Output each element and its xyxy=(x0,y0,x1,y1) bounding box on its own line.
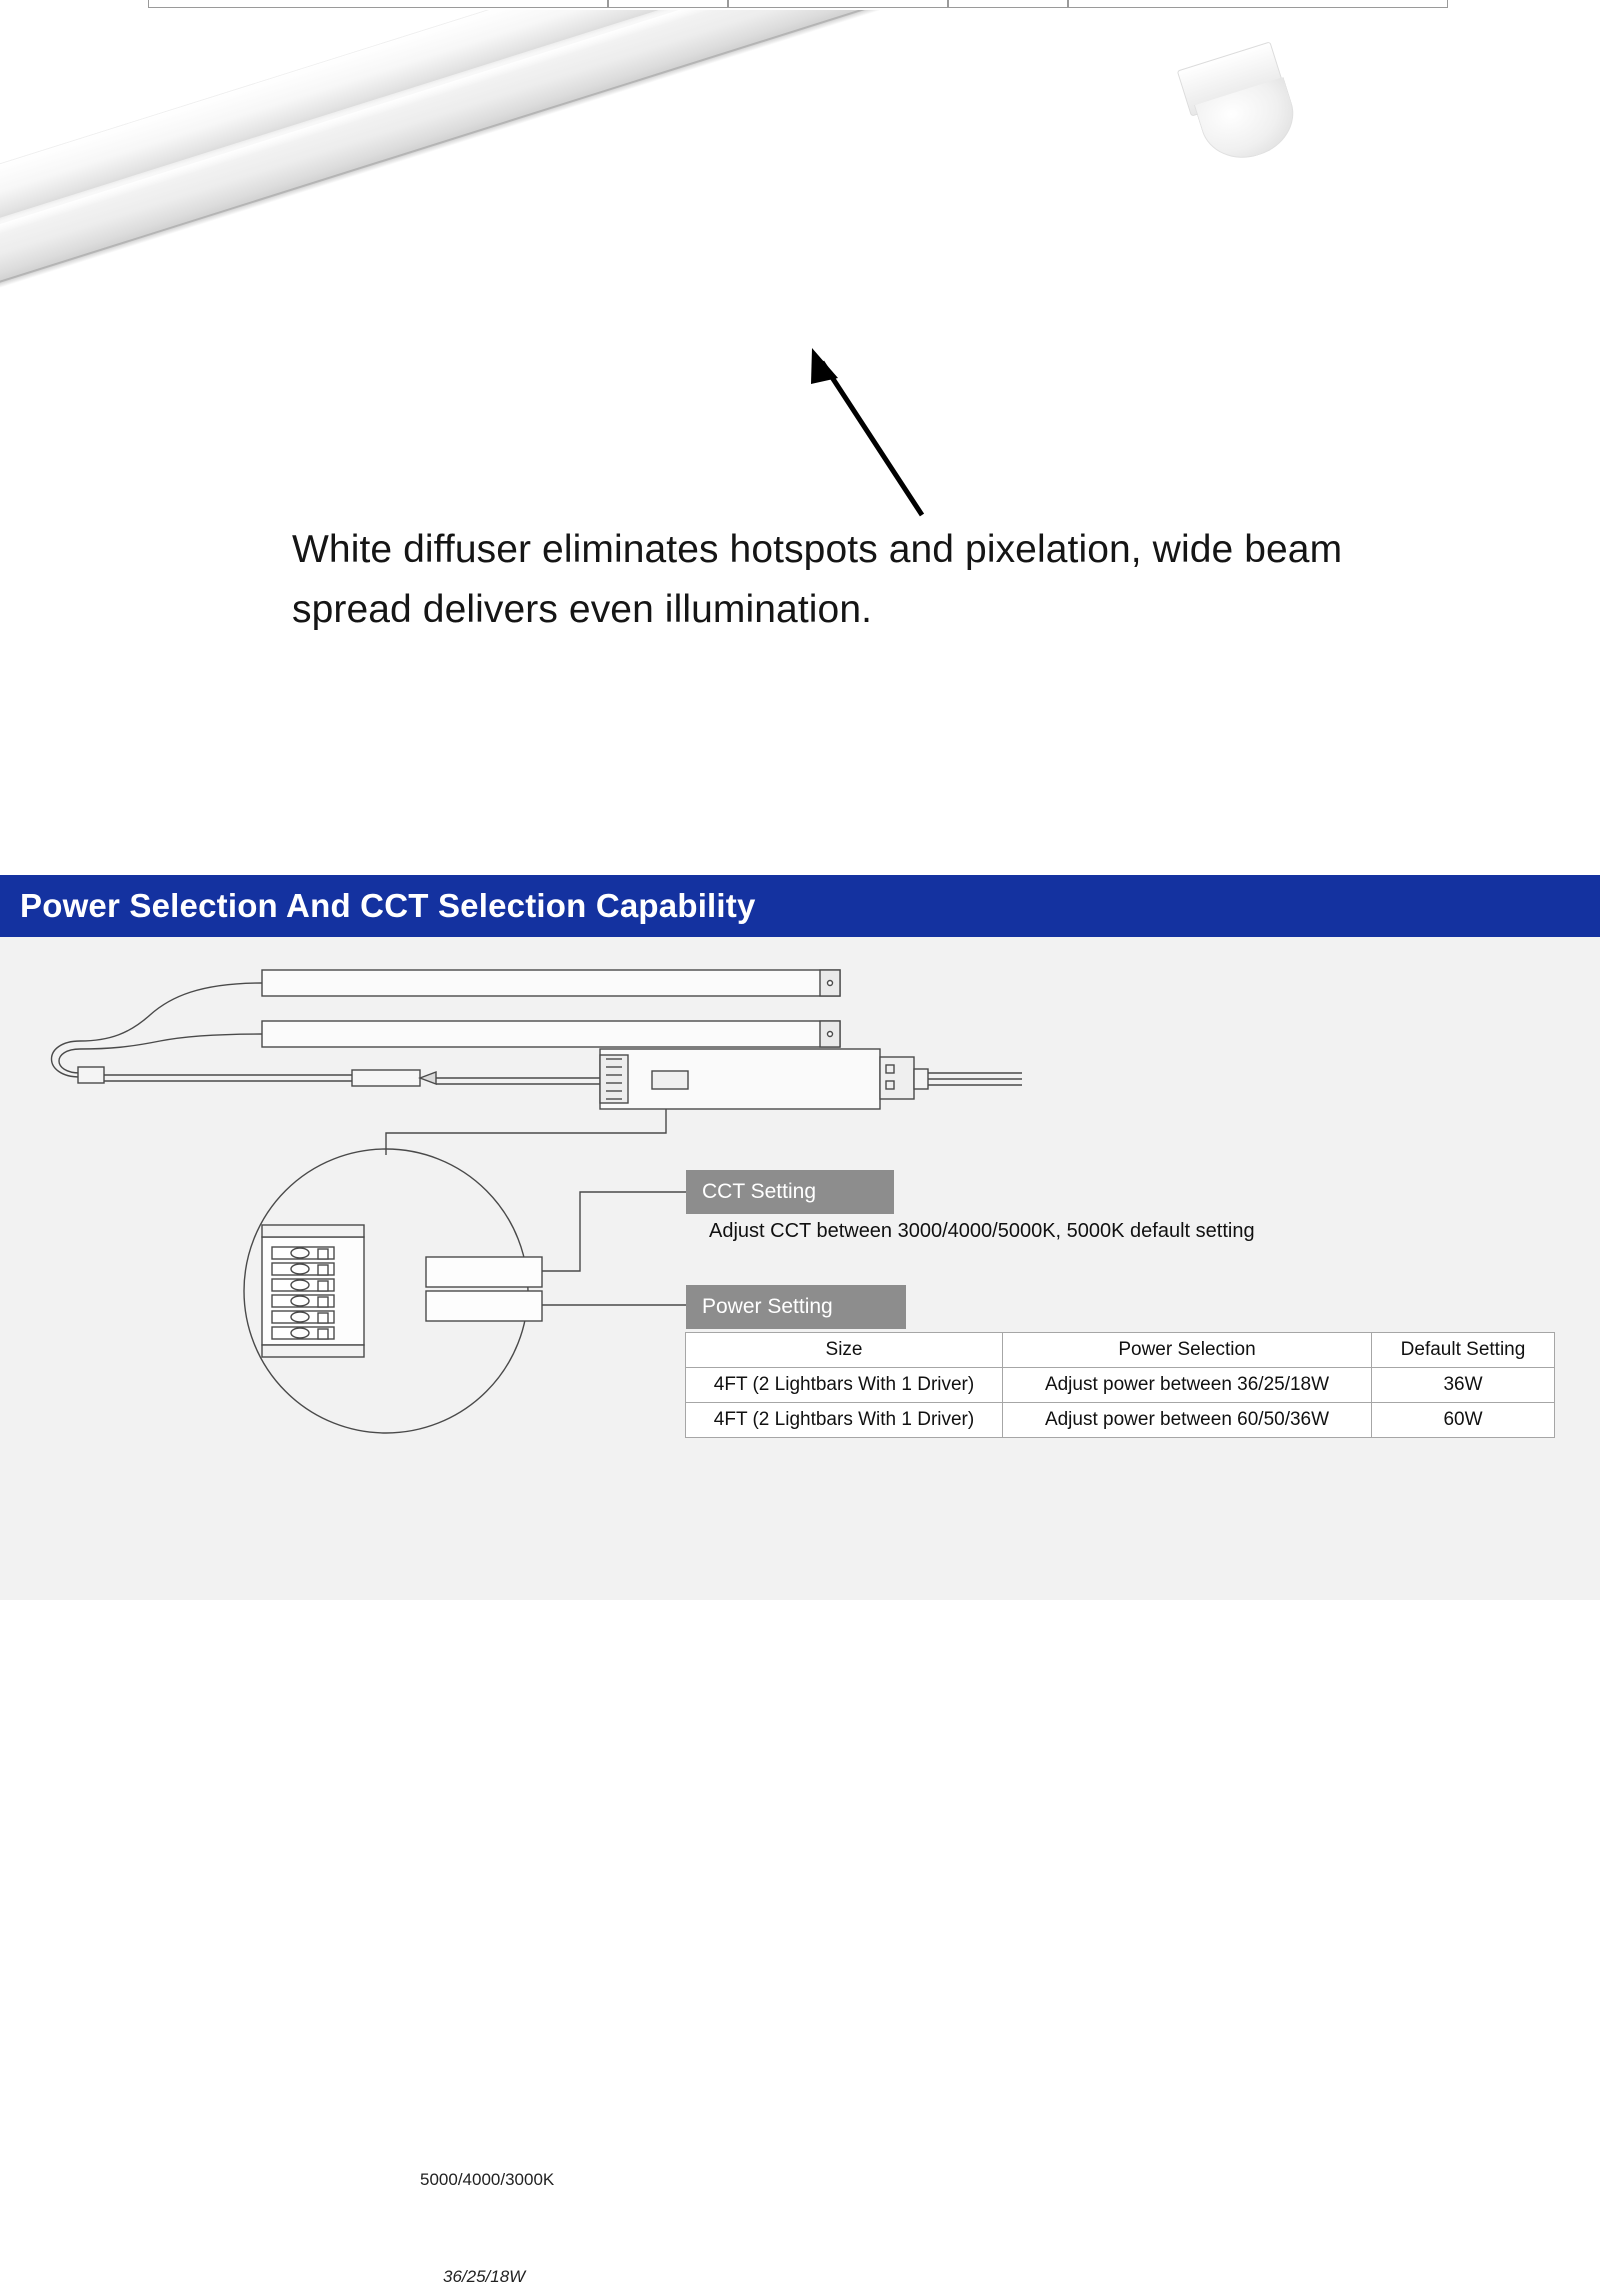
cct-setting-note: Adjust CCT between 3000/4000/5000K, 5000K default setting xyxy=(709,1220,1255,1242)
hero-caption: White diffuser eliminates hotspots and pixelation, wide beam spread delivers even illumination. xyxy=(292,528,1343,632)
header-size: Size xyxy=(686,1333,1003,1368)
diagram-panel xyxy=(0,937,1600,2286)
cell-default-setting: 60W xyxy=(1372,1403,1555,1438)
cell-power-selection: Adjust power between 36/25/18W xyxy=(1003,1368,1372,1403)
power-setting-tag: Power Setting xyxy=(686,1285,906,1329)
section-title: Power Selection And CCT Selection Capability xyxy=(20,887,756,924)
power-selection-table xyxy=(685,1332,1555,1438)
cell-default-setting: 36W xyxy=(1372,1368,1555,1403)
cell-size: 4FT (2 Lightbars With 1 Driver) xyxy=(686,1403,1003,1438)
section-banner xyxy=(0,875,1600,937)
fragment-cell xyxy=(948,0,1068,8)
fragment-cell xyxy=(1068,0,1448,8)
product-photo xyxy=(0,10,1600,530)
fragment-cell xyxy=(728,0,948,8)
power-switch-label: 36/25/18W xyxy=(443,2267,526,2286)
cell-power-selection: Adjust power between 60/50/36W xyxy=(1003,1403,1372,1438)
wiring-diagram xyxy=(0,937,1600,1600)
table-header-row xyxy=(686,1333,1555,1368)
annotation-arrow-icon xyxy=(790,340,950,530)
header-default-setting: Default Setting xyxy=(1372,1333,1555,1368)
cell-size: 4FT (2 Lightbars With 1 Driver) xyxy=(686,1368,1003,1403)
table-row xyxy=(686,1403,1555,1438)
led-fixture-body xyxy=(0,10,1265,302)
header-power-selection: Power Selection xyxy=(1003,1333,1372,1368)
fixture-end-cap xyxy=(1177,35,1328,186)
table-row xyxy=(686,1368,1555,1403)
cct-switch-label: 5000/4000/3000K xyxy=(420,2170,555,2189)
cct-setting-tag: CCT Setting xyxy=(686,1170,894,1214)
fragment-cell xyxy=(148,0,608,8)
fragment-cell xyxy=(608,0,728,8)
top-table-fragment xyxy=(0,0,1600,10)
